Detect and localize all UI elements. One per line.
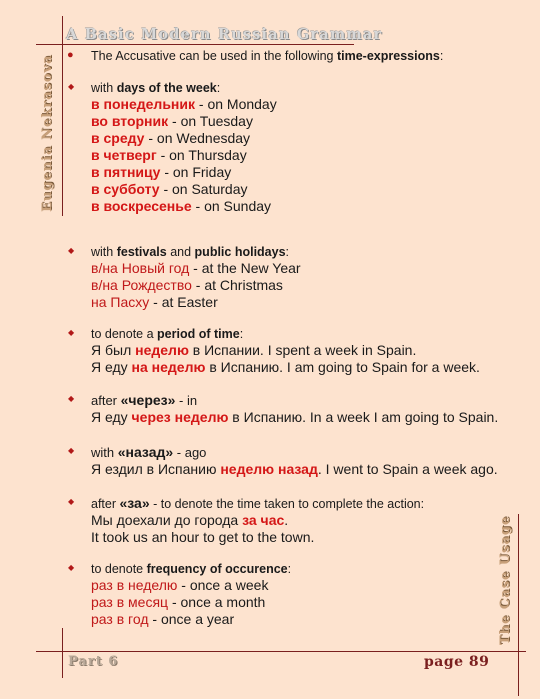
day-line: в среду - on Wednesday <box>91 130 251 146</box>
section-title: The Case Usage <box>498 515 513 645</box>
bullet-diamond-icon: ◆ <box>68 563 75 572</box>
day-line: в пятницу - on Friday <box>91 164 232 180</box>
bottom-frame-line <box>36 651 526 652</box>
za-example: Мы доехали до города за час. <box>91 512 289 528</box>
intro-text: The Accusative can be used in the following time-expressions: <box>91 49 444 63</box>
right-frame-line <box>518 514 519 696</box>
part-label: Part 6 <box>68 654 119 669</box>
period-example: Я был неделю в Испании. I spent a week in Spain. <box>91 342 417 358</box>
festival-line: на Пасху - at Easter <box>91 294 218 310</box>
bullet-dot-icon: ● <box>67 49 74 61</box>
day-line: в понедельник - on Monday <box>91 96 277 112</box>
book-title: A Basic Modern Russian Grammar <box>66 26 383 43</box>
bullet-diamond-icon: ◆ <box>68 446 75 455</box>
frequency-item <box>66 561 506 631</box>
frequency-line: раз в год - once a year <box>91 611 235 627</box>
days-item <box>66 80 506 244</box>
day-line: в субботу - on Saturday <box>91 181 248 197</box>
day-line: во вторник - on Tuesday <box>91 113 253 129</box>
cherez-item <box>66 392 506 444</box>
frequency-line: раз в месяц - once a month <box>91 594 266 610</box>
za-lead: after «за» - to denote the time taken to complete the action: <box>91 495 425 511</box>
period-item <box>66 326 506 392</box>
day-line: в четверг - on Thursday <box>91 147 247 163</box>
bullet-diamond-icon: ◆ <box>68 394 75 403</box>
cherez-example: Я еду через неделю в Испанию. In a week I am going to Spain. <box>91 409 499 425</box>
days-lead: with days of the week: <box>91 81 221 95</box>
festival-line: в/на Рождество - at Christmas <box>91 277 283 293</box>
main-content <box>66 46 506 631</box>
cherez-lead: after «через» - in <box>91 392 198 408</box>
festivals-item <box>66 244 506 326</box>
author-name: Eugenia Nekrasova <box>40 54 55 212</box>
period-lead: to denote a period of time: <box>91 327 244 341</box>
period-example: Я еду на неделю в Испанию. I am going to Spain for a week. <box>91 359 480 375</box>
festival-line: в/на Новый год - at the New Year <box>91 260 301 276</box>
bullet-diamond-icon: ◆ <box>68 497 75 506</box>
za-item <box>66 495 506 561</box>
day-line: в воскресенье - on Sunday <box>91 198 272 214</box>
frequency-line: раз в неделю - once a week <box>91 577 269 593</box>
nazad-example: Я ездил в Испанию неделю назад. I went to Spain a week ago. <box>91 461 498 477</box>
top-frame-line <box>36 44 354 45</box>
nazad-lead: with «назад» - ago <box>91 444 207 460</box>
bottom-left-frame-line <box>62 628 63 678</box>
bullet-diamond-icon: ◆ <box>68 82 75 91</box>
bullet-diamond-icon: ◆ <box>68 328 75 337</box>
bullet-diamond-icon: ◆ <box>68 246 75 255</box>
frequency-lead: to denote frequency of occurence: <box>91 562 292 576</box>
za-translation: It took us an hour to get to the town. <box>91 529 315 545</box>
intro-item <box>66 46 506 80</box>
left-frame-line <box>62 16 63 216</box>
festivals-lead: with festivals and public holidays: <box>91 245 290 259</box>
page-number: page 89 <box>424 654 490 670</box>
nazad-item <box>66 444 506 495</box>
